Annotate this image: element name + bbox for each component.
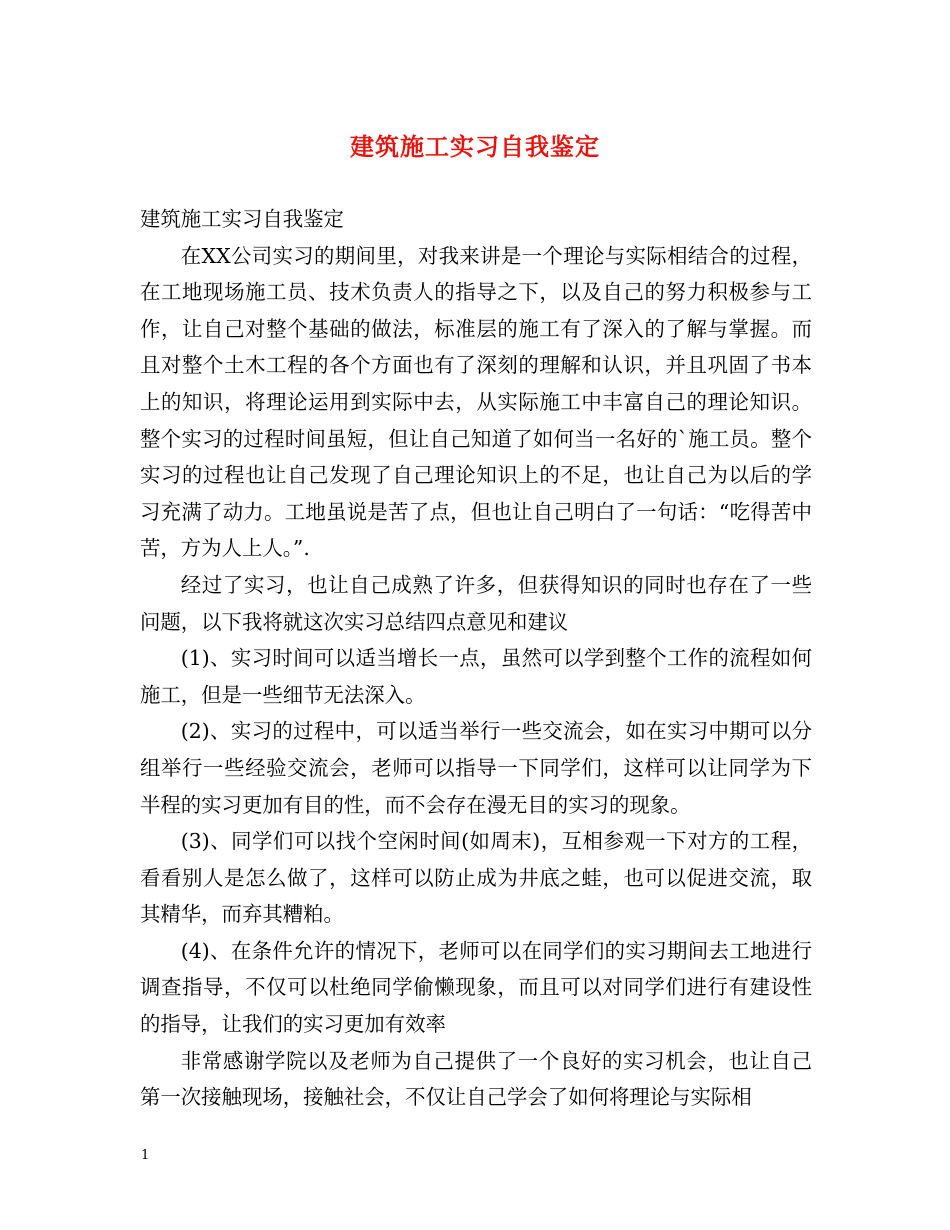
paragraph-thanks: 非常感谢学院以及老师为自己提供了一个良好的实习机会，也让自己第一次接触现场，接触社会，不仅让自己学会了如何将理论与实际相 xyxy=(140,1048,812,1110)
paragraph-suggestion-1: (1)、实习时间可以适当增长一点，虽然可以学到整个工作的流程如何施工，但是一些细节无法深入。 xyxy=(140,646,812,707)
document-title: 建筑施工实习自我鉴定 xyxy=(350,132,600,161)
document-body xyxy=(140,201,812,1116)
paragraph-intro: 在XX公司实习的期间里，对我来讲是一个理论与实际相结合的过程，在工地现场施工员、技术负责人的指导之下，以及自己的努力积极参与工作，让自己对整个基础的做法，标准层的施工有了深入的了解与掌握。而且对整个土木工程的各个方面也有了深刻的理解和认识，并且巩固了书本上的知识，将理论运用到实际中去，从实际施工中丰富自己的理论知识。整个实习的过程时间虽短，但让自己知道了如何当一名好的`施工员。整个实习的过程也让自己发现了自己理论知识上的不足，也让自己为以后的学习充满了动力。工地虽说是苦了点，但也让自己明白了一句话：“吃得苦中苦，方为人上人。”. xyxy=(140,243,812,561)
paragraph-suggestion-2: (2)、实习的过程中，可以适当举行一些交流会，如在实习中期可以分组举行一些经验交流会，老师可以指导一下同学们，这样可以让同学为下半程的实习更加有目的性，而不会存在漫无目的实习的现象。 xyxy=(140,719,812,817)
paragraph-suggestion-3: (3)、同学们可以找个空闲时间(如周末)，互相参观一下对方的工程，看看别人是怎么做了，这样可以防止成为井底之蛙，也可以促进交流，取其精华，而弃其糟粕。 xyxy=(140,829,812,927)
paragraph-suggestion-4: (4)、在条件允许的情况下，老师可以在同学们的实习期间去工地进行调查指导，不仅可以杜绝同学偷懒现象，而且可以对同学们进行有建设性的指导，让我们的实习更加有效率 xyxy=(140,938,812,1037)
page-number: 1 xyxy=(141,1148,150,1163)
paragraph-issues: 经过了实习，也让自己成熟了许多，但获得知识的同时也存在了一些问题，以下我将就这次实习总结四点意见和建议 xyxy=(140,572,812,634)
subtitle-line: 建筑施工实习自我鉴定 xyxy=(140,207,344,231)
